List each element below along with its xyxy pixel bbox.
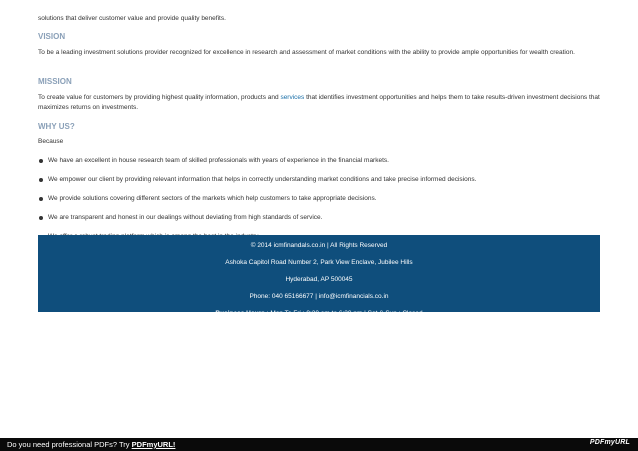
why-us-heading: WHY US? (38, 122, 75, 131)
pdfmyurl-link[interactable]: PDFmyURL! (131, 440, 176, 449)
footer-hours (38, 309, 600, 319)
pdfmyurl-logo[interactable]: PDFmyURL (589, 439, 630, 446)
vision-heading: VISION (38, 32, 66, 41)
list-item: We empower our client by providing relevant information that helps in correctly understanding market conditions and take precise informed decisions. (38, 175, 600, 185)
footer-hours-label: Business Hours (215, 310, 265, 317)
list-item: We provide solutions covering different sectors of the markets which help customers to take appropriate decisions. (38, 194, 600, 204)
mission-heading: MISSION (38, 77, 72, 86)
bullet-icon (39, 216, 43, 220)
services-link[interactable]: services (280, 94, 305, 101)
footer-hours-text: : Mon To Fri : 9:30 am to 6:30 pm | Sat & Sun : Closed (264, 310, 423, 317)
footer-contact: Phone: 040 65166677 | info@icmfinancials.co.in (249, 293, 389, 300)
bullet-icon (39, 178, 43, 182)
bullet-icon (39, 159, 43, 163)
intro-text: solutions that deliver customer value and provide quality benefits. (38, 15, 226, 22)
bullet-icon (39, 197, 43, 201)
mission-text-before: To create value for customers by providing highest quality information, products and (38, 94, 281, 101)
footer-address: Ashoka Capitol Road Number 2, Park View Enclave, Jubilee Hills (225, 259, 413, 266)
pdf-promo-bar (0, 438, 638, 451)
site-footer (38, 235, 600, 317)
vision-text: To be a leading investment solutions provider recognized for excellence in research and assessment of market conditions with the ability to provide ample opportunities for wealth creation. (38, 49, 575, 56)
why-us-lead: Because (38, 138, 64, 145)
footer-city: Hyderabad, AP 500045 (285, 276, 353, 283)
footer-copyright: © 2014 icmfinandals.co.in | All Rights Reserved (250, 242, 388, 249)
list-item: We are transparent and honest in our dealings without deviating from high standards of service. (38, 213, 600, 223)
pdf-promo-text: Do you need professional PDFs? Try PDFmyURL! (7, 440, 176, 449)
list-item: We have an excellent in house research team of skilled professionals with years of experience in the financial markets. (38, 156, 600, 166)
mission-text (38, 93, 600, 113)
mission-text-after: that identifies investment opportunities and helps them to take results-driven investment decisions that maximizes returns on investments. (38, 94, 600, 111)
